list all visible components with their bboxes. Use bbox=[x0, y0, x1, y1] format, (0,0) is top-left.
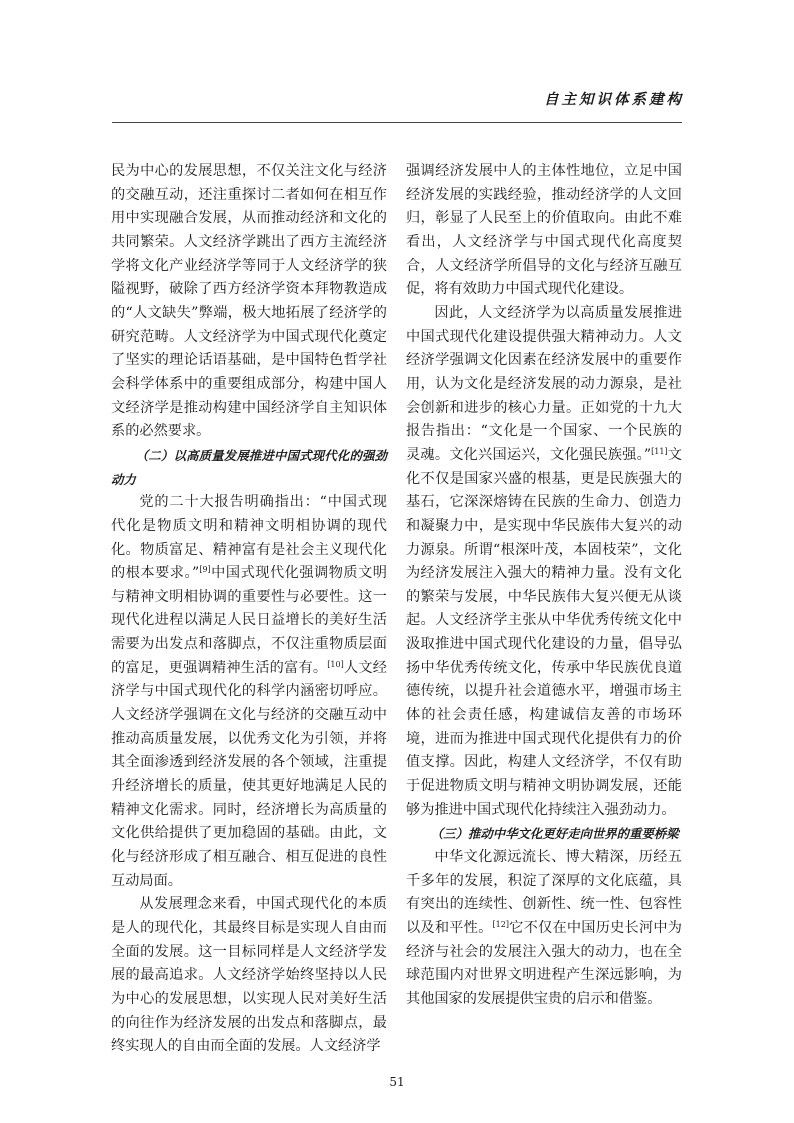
paragraph-text: 中华文化源远流长、博大精深，历经五千多年的发展，积淀了深厚的文化底蕴，具有突出的连续性、创新性、统一性、包容性以及和平性。 bbox=[406, 849, 682, 936]
header-rule bbox=[112, 122, 682, 123]
section-heading: （二）以高质量发展推进中国式现代化的强劲动力 bbox=[111, 447, 387, 487]
page-number: 51 bbox=[389, 1075, 405, 1089]
paragraph: 民为中心的发展思想，不仅关注文化与经济的交融互动，还注重探讨二者如何在相互作用中实现融合发展，从而推动经济和文化的共同繁荣。人文经济学跳出了西方主流经济学将文化产业经济学等同于人文经济学的狭隘视野，破除了西方经济学资本拜物教造成的“人文缺失”弊端，极大地拓展了经济学的研究范畴。人文经济学为中国式现代化奠定了坚实的理论话语基础，是中国特色哲学社会科学体系中的重要组成部分，构建中国人文经济学是推动构建中国经济学自主知识体系的必然要求。 bbox=[111, 163, 387, 440]
paragraph-text: 它不仅在中国历史长河中为经济与社会的发展注入强大的动力，也在全球范围内对世界文明进程产生深远影响，为其他国家的发展提供宝贵的启示和借鉴。 bbox=[406, 920, 682, 1007]
paragraph bbox=[406, 846, 682, 1012]
paragraph-text: 因此，人文经济学为以高质量发展推进中国式现代化建设提供强大精神动力。人文经济学强调文化因素在经济发展中的重要作用，认为文化是经济发展的动力源泉，是社会创新和进步的核心力量。正如党的十九大报告指出：“文化是一个国家、一个民族的灵魂。文化兴国运兴，文化强民族强。” bbox=[406, 304, 682, 463]
paragraph bbox=[111, 491, 387, 893]
paragraph-text: 文化不仅是国家兴盛的根基，更是民族强大的基石，它深深熔铸在民族的生命力、创造力和凝聚力中，是实现中华民族伟大复兴的动力源泉。所谓“根深叶茂，本固枝荣”，文化为经济发展注入强大的精神力量。没有文化的繁荣与发展，中华民族伟大复兴便无从谈起。人文经济学主张从中华优秀传统文化中汲取推进中国式现代化建设的力量，倡导弘扬中华优秀传统文化，传承中华民族优良道德传统，以提升社会道德水平，增强市场主体的社会责任感，构建诚信友善的市场环境，进而为推进中国式现代化提供有力的价值支撑。因此，构建人文经济学，不仅有助于促进物质文明与精神文明协调发展，还能够为推进中国式现代化持续注入强劲动力。 bbox=[406, 446, 682, 818]
citation-ref[interactable]: [10] bbox=[327, 659, 344, 669]
left-column bbox=[111, 160, 387, 1059]
paragraph: 强调经济发展中人的主体性地位，立足中国经济发展的实践经验，推动经济学的人文回归，彰显了人民至上的价值取向。由此不难看出，人文经济学与中国式现代化高度契合，人文经济学所倡导的文化与经济互融互促，将有效助力中国式现代化建设。 bbox=[406, 163, 682, 298]
paragraph: 从发展理念来看，中国式现代化的本质是人的现代化，其最终目标是实现人自由而全面的发展。这一目标同样是人文经济学发展的最高追求。人文经济学始终坚持以人民为中心的发展思想，以实现人民对美好生活的向往作为经济发展的出发点和落脚点，最终实现人的自由而全面的发展。人文经济学 bbox=[111, 896, 387, 1055]
paragraph-text: 党的二十大报告明确指出：“中国式现代化是物质文明和精神文明相协调的现代化。物质富足、精神富有是社会主义现代化的根本要求。” bbox=[111, 494, 387, 582]
section-heading: （三）推动中华文化更好走向世界的重要桥梁 bbox=[430, 826, 679, 842]
paragraph-text: 人文经济学与中国式现代化的科学内涵密切呼应。人文经济学强调在文化与经济的交融互动中推动高质量发展，以优秀文化为引领，并将其全面渗透到经济发展的各个领域，注重提升经济增长的质量，使其更好地满足人民的精神文化需求。同时，经济增长为高质量的文化供给提供了更加稳固的基础。由此，文化与经济形成了相互融合、相互促进的良性互动局面。 bbox=[111, 659, 387, 889]
citation-ref[interactable]: [9] bbox=[199, 565, 211, 575]
paragraph bbox=[406, 302, 682, 822]
running-header: 自主知识体系建构 bbox=[544, 91, 684, 108]
citation-ref[interactable]: [11] bbox=[651, 446, 668, 456]
citation-ref[interactable]: [12] bbox=[492, 920, 509, 929]
paragraph-text: 中国式现代化强调物质文明与精神文明相协调的重要性与必要性。这一现代化进程以满足人民日益增长的美好生活需要为出发点和落脚点，不仅注重物质层面的富足，更强调精神生活的富有。 bbox=[111, 565, 387, 676]
right-column bbox=[406, 160, 682, 1012]
